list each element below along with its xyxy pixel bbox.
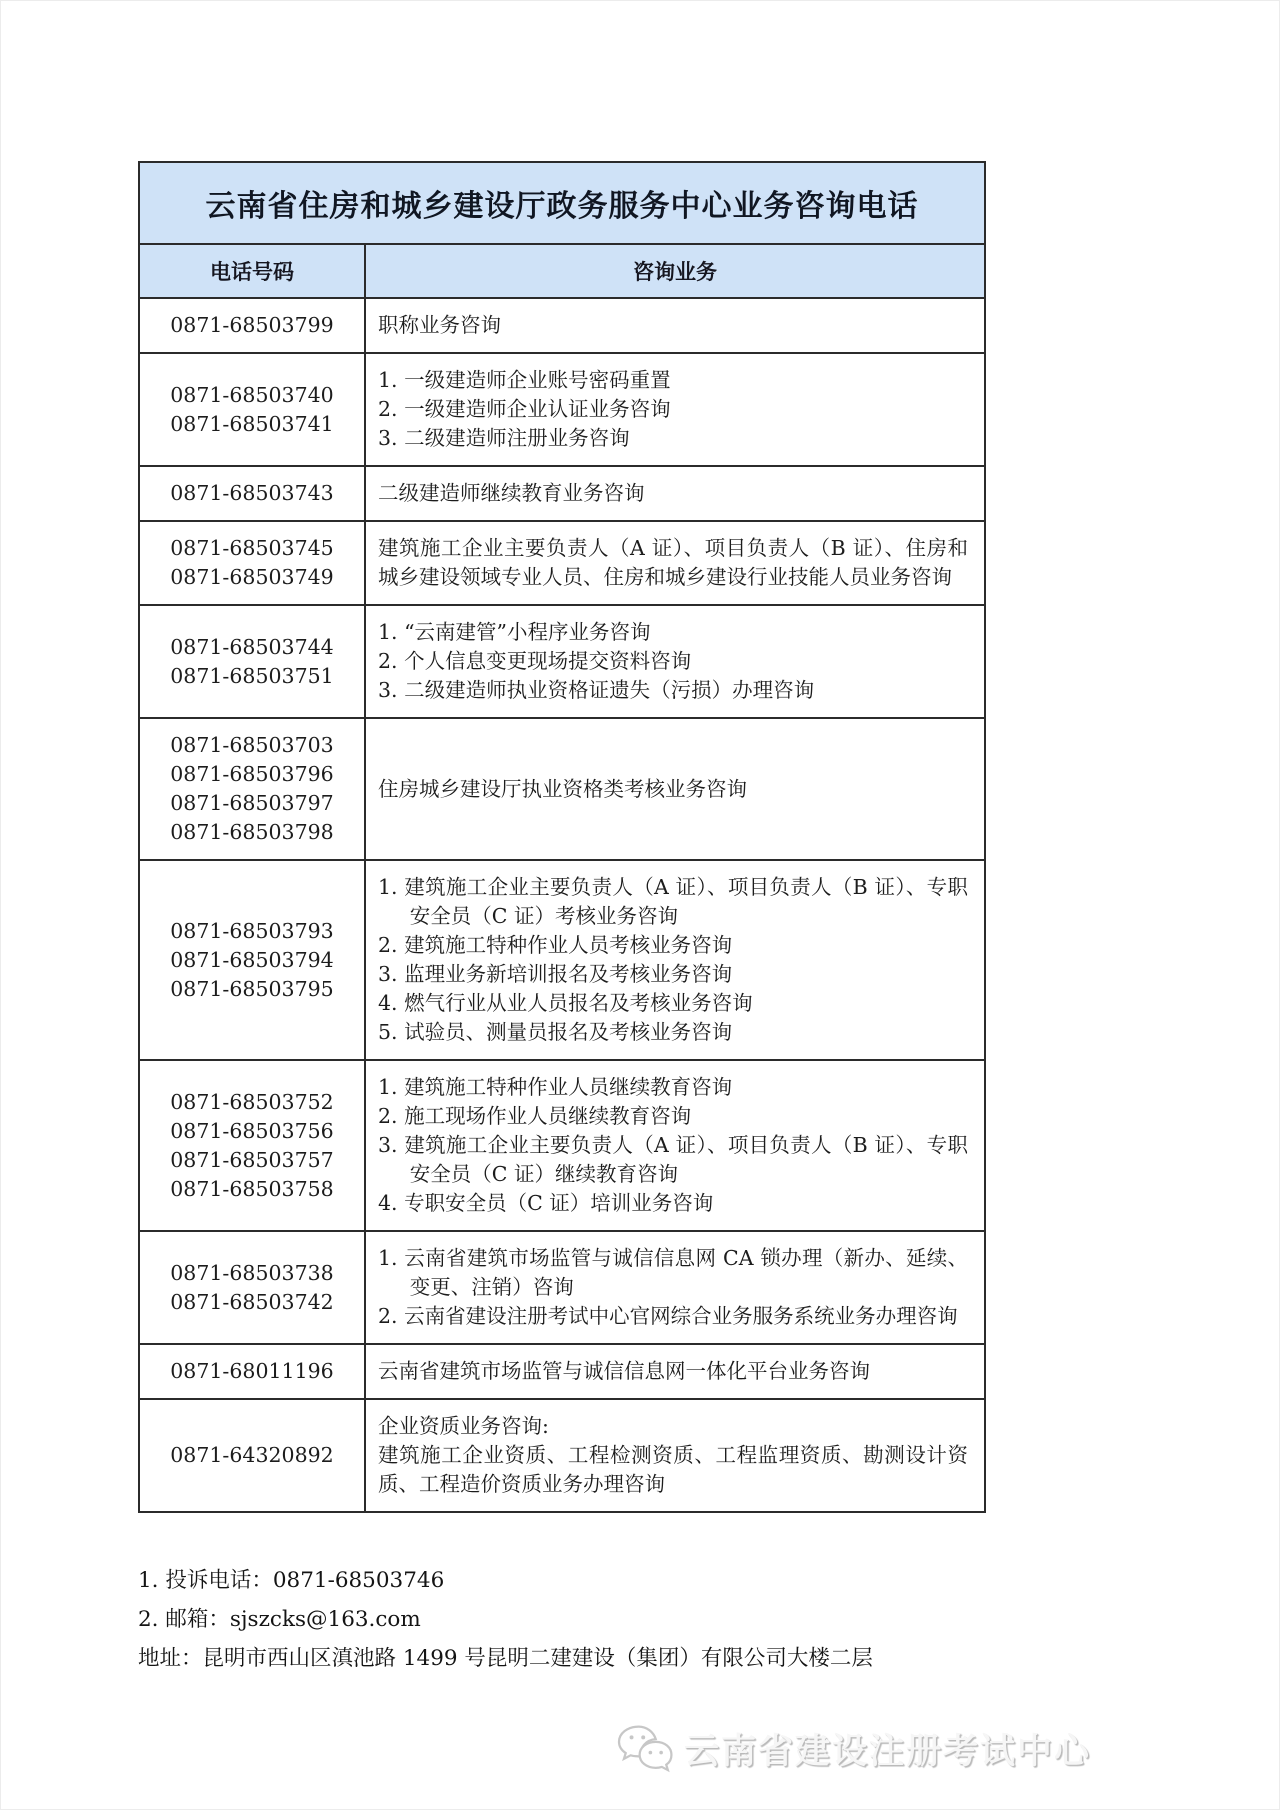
watermark <box>616 1723 1091 1775</box>
service-item: 住房城乡建设厅执业资格类考核业务咨询 <box>378 776 747 801</box>
note-line: 地址：昆明市西山区滇池路 1499 号昆明二建建设（集团）有限公司大楼二层 <box>138 1646 873 1671</box>
phone-number: 0871-64320892 <box>170 1443 334 1467</box>
service-item: 1. 建筑施工企业主要负责人（A 证）、项目负责人（B 证）、专职安全员（C 证）考核业务咨询 <box>378 875 968 928</box>
phone-cell <box>139 521 365 605</box>
column-header-service: 咨询业务 <box>365 244 985 298</box>
phone-number: 0871-68503738 <box>170 1260 334 1285</box>
service-item: 2. 施工现场作业人员继续教育咨询 <box>378 1104 692 1128</box>
phone-number: 0871-68503743 <box>170 481 334 505</box>
service-item: 2. 个人信息变更现场提交资料咨询 <box>378 649 692 673</box>
phone-number: 0871-68503797 <box>170 791 334 815</box>
footer-notes <box>138 1561 873 1678</box>
column-header-phone: 电话号码 <box>139 244 365 298</box>
service-item: 3. 建筑施工企业主要负责人（A 证）、项目负责人（B 证）、专职安全员（C 证）继续教育咨询 <box>378 1133 968 1186</box>
phone-number: 0871-68011196 <box>170 1359 334 1383</box>
service-item: 1. 云南省建筑市场监管与诚信信息网 CA 锁办理（新办、延续、变更、注销）咨询 <box>378 1246 968 1299</box>
service-item: 二级建造师继续教育业务咨询 <box>378 481 645 505</box>
phone-cell <box>139 1060 365 1231</box>
phone-cell <box>139 1399 365 1512</box>
table-row <box>139 1060 985 1231</box>
phone-number: 0871-68503742 <box>170 1289 334 1314</box>
wechat-icon <box>616 1723 674 1775</box>
service-cell <box>365 353 985 466</box>
service-item: 4. 燃气行业从业人员报名及考核业务咨询 <box>378 991 753 1015</box>
service-item: 企业资质业务咨询: <box>378 1414 549 1438</box>
service-item: 职称业务咨询 <box>378 313 501 337</box>
table-row <box>139 1399 985 1512</box>
phone-number: 0871-68503756 <box>170 1118 334 1143</box>
phone-cell <box>139 298 365 353</box>
phone-number: 0871-68503752 <box>170 1089 334 1114</box>
phone-number: 0871-68503758 <box>170 1176 334 1201</box>
phone-cell <box>139 353 365 466</box>
service-item: 建筑施工企业主要负责人（A 证）、项目负责人（B 证）、住房和城乡建设领域专业人员、住房和城乡建设行业技能人员业务咨询 <box>378 536 968 589</box>
table-row <box>139 353 985 466</box>
phone-number: 0871-68503757 <box>170 1147 334 1172</box>
phone-cell <box>139 466 365 521</box>
phone-number: 0871-68503751 <box>170 663 334 688</box>
service-cell <box>365 1060 985 1231</box>
phone-number: 0871-68503798 <box>170 820 334 844</box>
consultation-phone-table <box>138 161 986 1513</box>
phone-number: 0871-68503795 <box>170 976 334 1001</box>
table-row <box>139 466 985 521</box>
service-cell <box>365 718 985 860</box>
phone-number: 0871-68503740 <box>170 382 334 407</box>
phone-cell <box>139 860 365 1060</box>
phone-number: 0871-68503799 <box>170 313 334 337</box>
service-item: 1. 建筑施工特种作业人员继续教育咨询 <box>378 1075 733 1099</box>
table-row <box>139 298 985 353</box>
service-item: 2. 建筑施工特种作业人员考核业务咨询 <box>378 933 733 957</box>
service-cell <box>365 1399 985 1512</box>
phone-number: 0871-68503744 <box>170 634 334 659</box>
service-cell <box>365 521 985 605</box>
service-cell <box>365 1231 985 1344</box>
phone-number: 0871-68503794 <box>170 947 334 972</box>
table-title: 云南省住房和城乡建设厅政务服务中心业务咨询电话 <box>139 162 985 244</box>
service-cell <box>365 605 985 718</box>
service-item: 1. 一级建造师企业账号密码重置 <box>378 368 671 392</box>
phone-number: 0871-68503796 <box>170 762 334 786</box>
service-item: 2. 云南省建设注册考试中心官网综合业务服务系统业务办理咨询 <box>378 1304 958 1328</box>
table-row <box>139 1231 985 1344</box>
service-cell <box>365 1344 985 1399</box>
service-item: 云南省建筑市场监管与诚信信息网一体化平台业务咨询 <box>378 1359 870 1383</box>
table-row <box>139 718 985 860</box>
service-item: 3. 监理业务新培训报名及考核业务咨询 <box>378 962 733 986</box>
service-item: 3. 二级建造师注册业务咨询 <box>378 426 630 450</box>
phone-number: 0871-68503749 <box>170 565 334 589</box>
service-item: 1. “云南建管”小程序业务咨询 <box>378 620 651 644</box>
phone-number: 0871-68503745 <box>170 536 334 560</box>
service-item: 2. 一级建造师企业认证业务咨询 <box>378 397 671 421</box>
service-item: 4. 专职安全员（C 证）培训业务咨询 <box>378 1191 714 1215</box>
phone-cell <box>139 718 365 860</box>
note-line: 2. 邮箱：sjszcks@163.com <box>138 1607 421 1632</box>
phone-number: 0871-68503793 <box>170 918 334 943</box>
table-row <box>139 860 985 1060</box>
phone-cell <box>139 1231 365 1344</box>
service-item: 3. 二级建造师执业资格证遗失（污损）办理咨询 <box>378 678 815 702</box>
service-item: 建筑施工企业资质、工程检测资质、工程监理资质、勘测设计资质、工程造价资质业务办理咨询 <box>378 1443 968 1496</box>
service-cell <box>365 860 985 1060</box>
phone-cell <box>139 1344 365 1399</box>
table-row <box>139 605 985 718</box>
phone-number: 0871-68503741 <box>170 411 334 436</box>
table-row <box>139 521 985 605</box>
note-line: 1. 投诉电话：0871-68503746 <box>138 1568 445 1593</box>
table-body <box>139 298 985 1512</box>
watermark-label: 云南省建设注册考试中心 <box>683 1732 1091 1772</box>
service-item: 5. 试验员、测量员报名及考核业务咨询 <box>378 1020 733 1044</box>
service-cell <box>365 298 985 353</box>
service-cell <box>365 466 985 521</box>
phone-cell <box>139 605 365 718</box>
table-row <box>139 1344 985 1399</box>
phone-number: 0871-68503703 <box>170 733 334 757</box>
